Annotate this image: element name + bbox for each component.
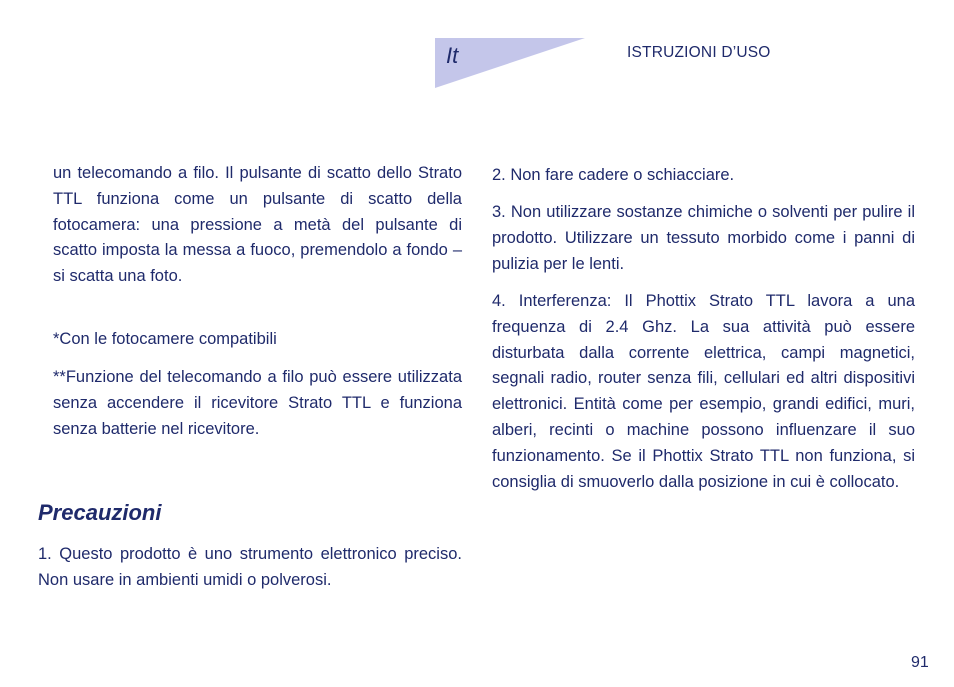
language-tab-label: It [446, 43, 459, 68]
right-paragraph-3: 4. Interferenza: Il Phottix Strato TTL lavora a una frequenza di 2.4 Ghz. La sua attività può essere disturbata dalla corrente elettrica, campi magnetici, segnali radio, router senza fili, cellulari ed altri dispositivi elettronici. Entità come per esempio, grandi edifici, muri, alberi, recinti o machine possono influenzare il suo funzionamento. Se il Phottix Strato TTL non funziona, si consiglia di smuoverlo dalla posizione in cui è collocato. [492, 292, 915, 491]
right-paragraph-1: 2. Non fare cadere o schiacciare. [492, 166, 735, 184]
right-paragraph-2: 3. Non utilizzare sostanze chimiche o solventi per pulire il prodotto. Utilizzare un tessuto morbido come i panni di pulizia per le lenti. [492, 203, 915, 273]
section-heading-precauzioni: Precauzioni [38, 500, 162, 525]
header-title: ISTRUZIONI D’USO [627, 44, 771, 61]
page-number: 91 [911, 654, 929, 671]
precaution-paragraph-1: 1. Questo prodotto è uno strumento elettronico preciso. Non usare in ambienti umidi o polverosi. [38, 545, 462, 589]
left-paragraph-3: **Funzione del telecomando a filo può essere utilizzata senza accendere il ricevitore Strato TTL e funziona senza batterie nel ricevitore. [53, 368, 462, 438]
left-paragraph-1: un telecomando a filo. Il pulsante di scatto dello Strato TTL funziona come un pulsante di scatto della fotocamera: una pressione a metà del pulsante di scatto imposta la messa a fuoco, premendolo a fondo – si scatta una foto. [53, 164, 462, 286]
language-tab [435, 38, 585, 88]
left-paragraph-2: *Con le fotocamere compatibili [53, 330, 277, 348]
